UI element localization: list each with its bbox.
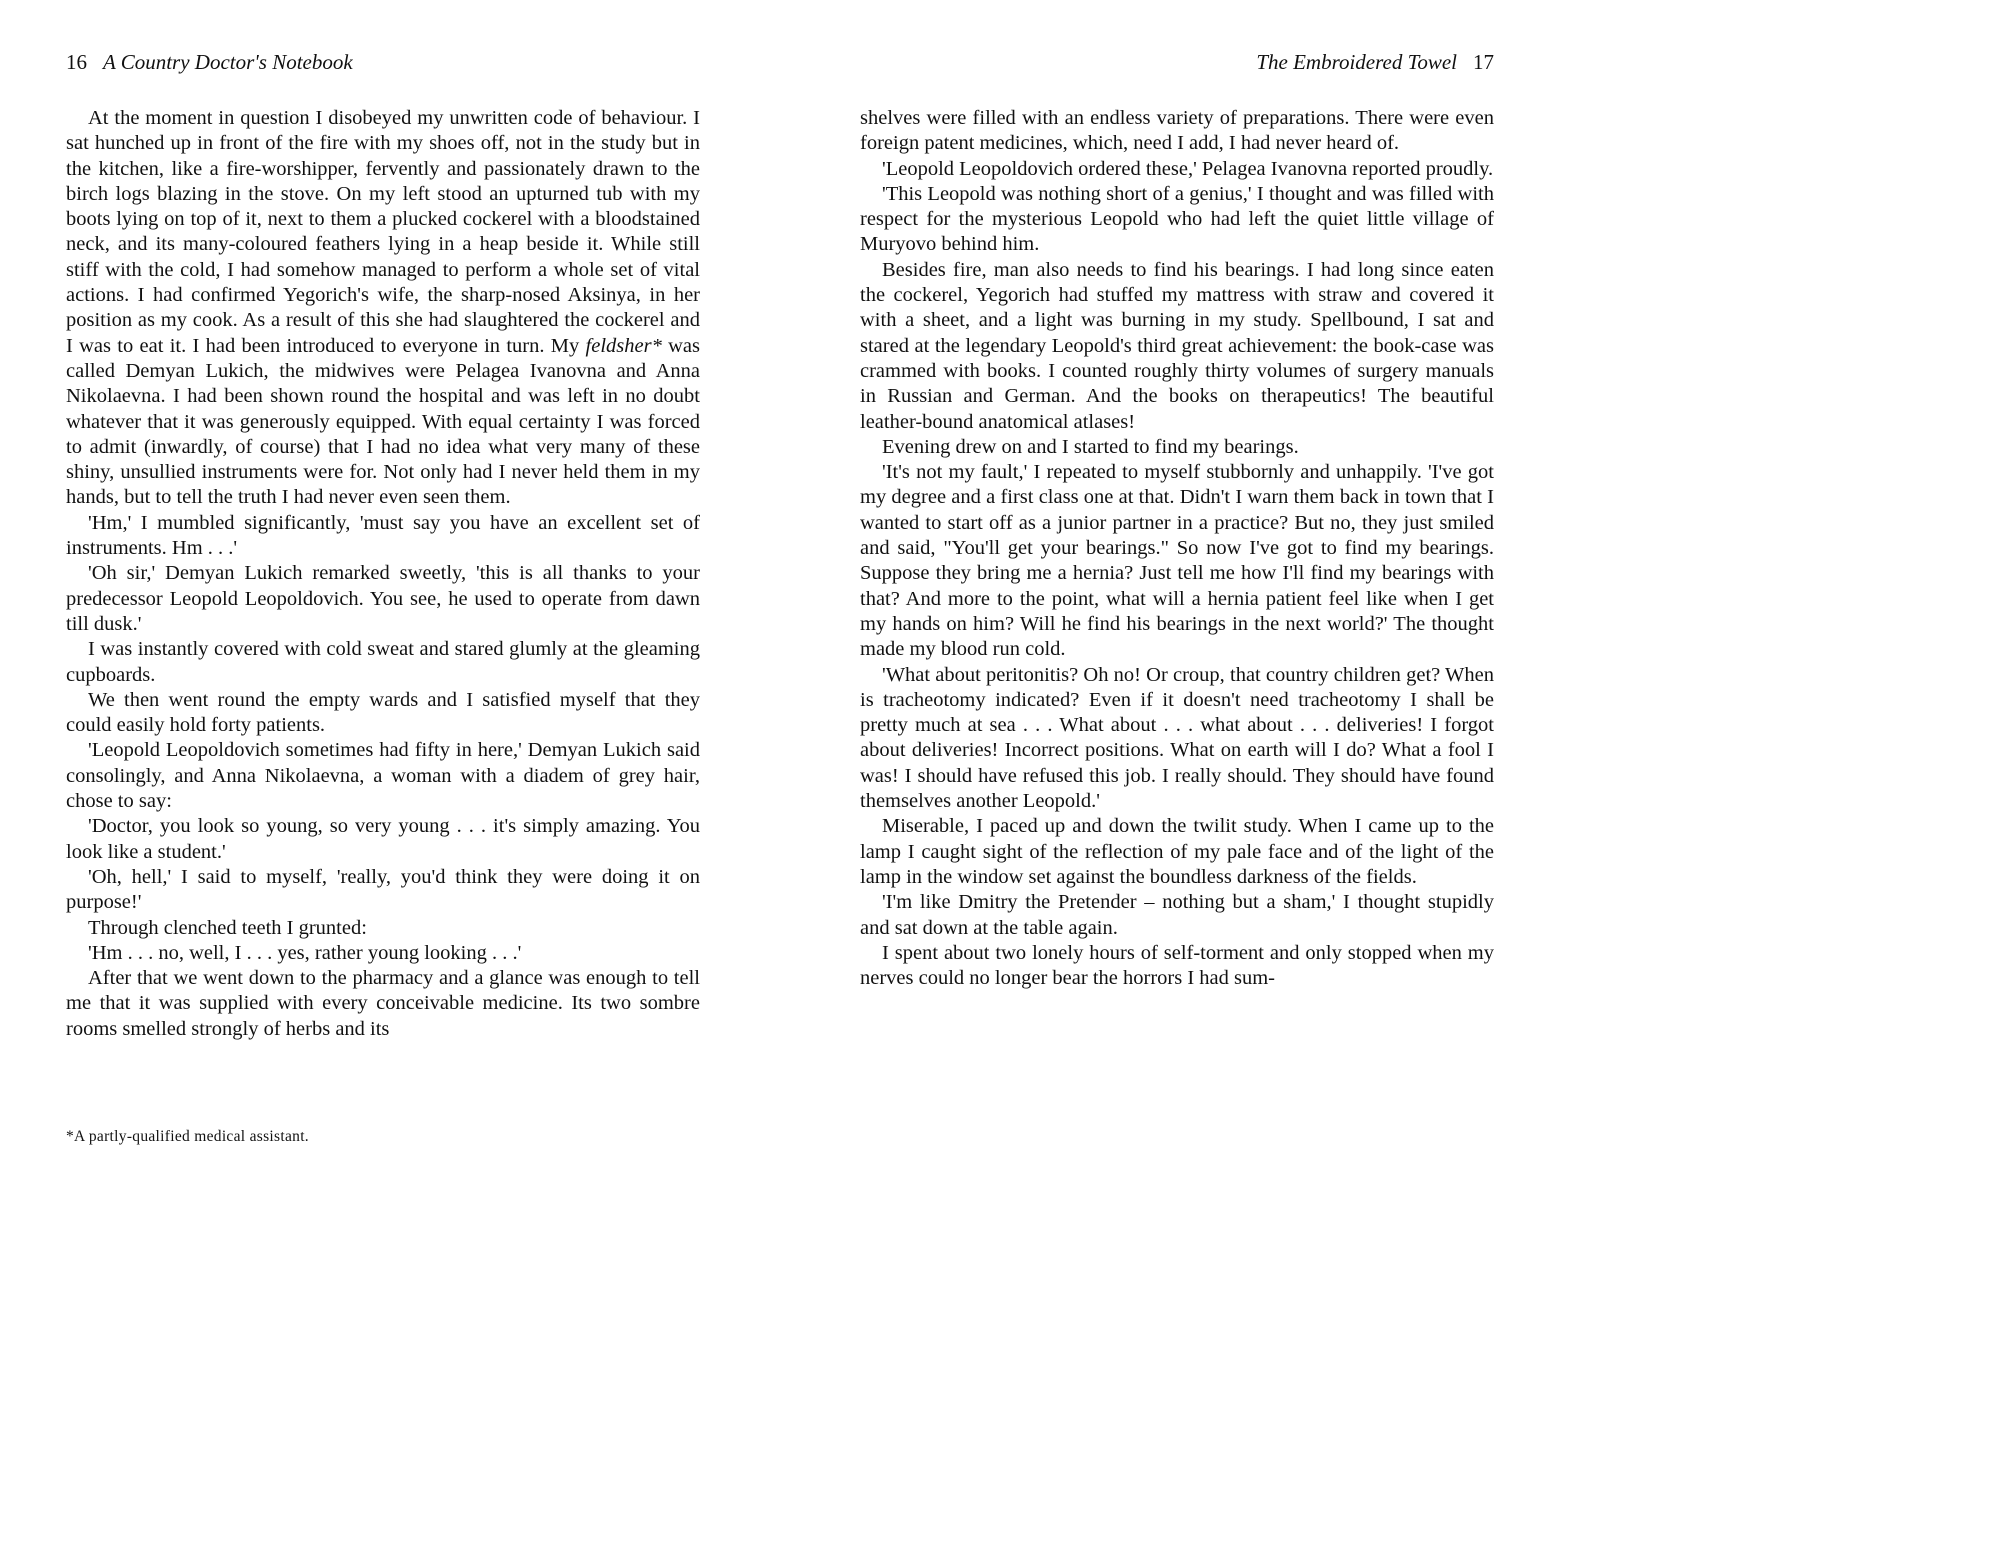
right-running-head <box>860 48 1494 76</box>
paragraph: 'Doctor, you look so young, so very young . . . it's simply amazing. You look like a student.' <box>66 815 700 863</box>
paragraph: 'It's not my fault,' I repeated to myself stubbornly and unhappily. 'I've got my degree and a first class one at that. Didn't I warn them back in town that I wanted to start off as a junior partner in a practice? But no, they just smiled and said, "You'll get your bearings." So now I've got to find my bearings. Suppose they bring me a hernia? Just tell me how I'll find my bearings with that? And more to the point, what will a hernia patient feel like when I get my hands on him? Will he find his bearings in the next world?' The thought made my blood run cold. <box>860 461 1494 661</box>
left-page <box>66 0 700 1230</box>
paragraph-text: At the moment in question I disobeyed my unwritten code of behaviour. I sat hunched up in front of the fire with my shoes off, not in the study but in the kitchen, like a fire-worshipper, fervently and passionately drawn to the birch logs blazing in the stove. On my left stood an upturned tub with my boots lying on top of it, next to them a plucked cockerel with a bloodstained neck, and its many-coloured feathers lying in a heap beside it. While still stiff with the cold, I had somehow managed to perform a whole set of vital actions. I had confirmed Yegorich's wife, the sharp-nosed Aksinya, in her position as my cook. As a result of this she had slaughtered the cockerel and I was to eat it. I had been introduced to everyone in turn. My <box>66 107 700 357</box>
paragraph: 'Hm . . . no, well, I . . . yes, rather young looking . . .' <box>88 941 522 964</box>
right-running-title: The Embroidered Towel <box>1256 50 1457 74</box>
paragraph: After that we went down to the pharmacy and a glance was enough to tell me that it was supplied with every conceivable medicine. Its two sombre rooms smelled strongly of herbs and its <box>66 967 700 1040</box>
paragraph: 'What about peritonitis? Oh no! Or croup, that country children get? When is tracheotomy indicated? Even if it doesn't need tracheotomy I shall be pretty much at sea . . . What about . . . what about . . . deliveries! I forgot about deliveries! Incorrect positions. What on earth will I do? What a fool I was! I should have refused this job. I really should. They should have found themselves another Leopold.' <box>860 663 1494 813</box>
paragraph: 'Leopold Leopoldovich sometimes had fifty in here,' Demyan Lukich said consolingly, and Anna Nikolaevna, a woman with a diadem of grey hair, chose to say: <box>66 739 700 813</box>
right-page <box>860 0 1494 1230</box>
footnote: *A partly-qualified medical assistant. <box>66 1128 309 1145</box>
right-body-text <box>860 106 1494 991</box>
paragraph <box>66 106 700 511</box>
paragraph: 'I'm like Dmitry the Pretender – nothing but a sham,' I thought stupidly and sat down at the table again. <box>860 891 1494 939</box>
paragraph: Evening drew on and I started to find my bearings. <box>882 435 1299 458</box>
paragraph-continued: shelves were filled with an endless variety of preparations. There were even foreign patent medicines, which, need I add, I had never heard of. <box>860 107 1494 155</box>
paragraph: We then went round the empty wards and I satisfied myself that they could easily hold forty patients. <box>66 688 700 737</box>
paragraph: 'Oh sir,' Demyan Lukich remarked sweetly, 'this is all thanks to your predecessor Leopold Leopoldovich. You see, he used to operate from dawn till dusk.' <box>66 562 700 635</box>
paragraph: Besides fire, man also needs to find his bearings. I had long since eaten the cockerel, Yegorich had stuffed my mattress with straw and covered it with a sheet, and a light was burning in my study. Spellbound, I sat and stared at the legendary Leopold's third great achievement: the book-case was crammed with books. I counted roughly thirty volumes of surgery manuals in Russian and German. And the books on therapeutics! The beautiful leather-bound anatomical atlases! <box>860 258 1494 433</box>
paragraph: I spent about two lonely hours of self-torment and only stopped when my nerves could no longer bear the horrors I had sum- <box>860 941 1494 990</box>
paragraph: 'Leopold Leopoldovich ordered these,' Pelagea Ivanovna reported proudly. <box>882 157 1494 180</box>
right-page-number: 17 <box>1473 50 1494 74</box>
left-running-title: A Country Doctor's Notebook <box>103 50 353 74</box>
left-page-number: 16 <box>66 50 87 74</box>
paragraph: 'Hm,' I mumbled significantly, 'must say you have an excellent set of instruments. Hm . . .' <box>66 511 700 560</box>
left-body-text <box>66 106 700 1042</box>
paragraph-text: was called Demyan Lukich, the midwives were Pelagea Ivanovna and Anna Nikolaevna. I had been shown round the hospital and was left in no doubt whatever that it was generously equipped. With equal certainty I was forced to admit (inwardly, of course) that I had no idea what very many of these shiny, unsullied instruments were for. Not only had I never held them in my hands, but to tell the truth I had never even seen them. <box>66 334 701 509</box>
paragraph: Through clenched teeth I grunted: <box>88 916 367 939</box>
paragraph: 'Oh, hell,' I said to myself, 'really, you'd think they were doing it on purpose!' <box>66 865 700 914</box>
paragraph: Miserable, I paced up and down the twilit study. When I came up to the lamp I caught sight of the reflection of my pale face and of the light of the lamp in the window set against the boundless darkness of the fields. <box>860 815 1494 888</box>
left-running-head <box>66 48 700 76</box>
paragraph: 'This Leopold was nothing short of a genius,' I thought and was filled with respect for the mysterious Leopold who had left the quiet little village of Muryovo behind him. <box>860 182 1494 256</box>
paragraph: I was instantly covered with cold sweat and stared glumly at the gleaming cupboards. <box>66 638 700 686</box>
feldsher-term: feldsher* <box>585 334 662 357</box>
